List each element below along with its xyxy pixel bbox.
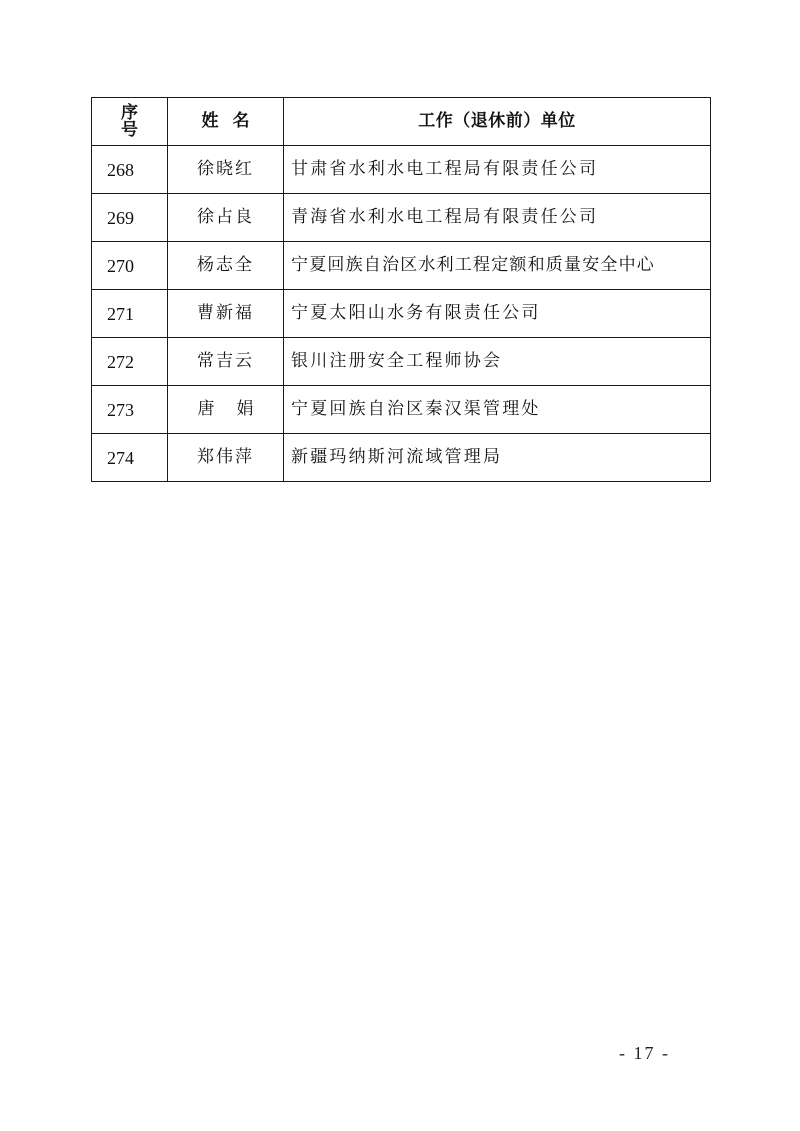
serial-number-cell: 269: [92, 194, 168, 242]
work-unit-cell: 甘肃省水利水电工程局有限责任公司: [284, 146, 711, 194]
name-cell: 唐娟: [168, 386, 284, 434]
table-row: [92, 194, 711, 242]
table-row: [92, 434, 711, 482]
serial-number-cell: 271: [92, 290, 168, 338]
work-unit-cell: 宁夏回族自治区水利工程定额和质量安全中心: [284, 242, 711, 290]
personnel-table: [91, 97, 711, 482]
serial-number-cell: 268: [92, 146, 168, 194]
work-unit-cell: 青海省水利水电工程局有限责任公司: [284, 194, 711, 242]
work-unit-cell: 新疆玛纳斯河流域管理局: [284, 434, 711, 482]
table-row: [92, 242, 711, 290]
name-cell: 常吉云: [168, 338, 284, 386]
header-work-unit: 工作（退休前）单位: [284, 98, 711, 146]
serial-number-cell: 270: [92, 242, 168, 290]
table-row: [92, 386, 711, 434]
table-row: [92, 338, 711, 386]
name-cell: 徐晓红: [168, 146, 284, 194]
name-cell: 徐占良: [168, 194, 284, 242]
table-row: [92, 290, 711, 338]
work-unit-cell: 银川注册安全工程师协会: [284, 338, 711, 386]
work-unit-cell: 宁夏回族自治区秦汉渠管理处: [284, 386, 711, 434]
name-cell: 郑伟萍: [168, 434, 284, 482]
header-serial-number: 序号: [92, 98, 168, 146]
header-name: 姓名: [168, 98, 284, 146]
page-number: - 17 -: [619, 1043, 670, 1063]
name-cell: 曹新福: [168, 290, 284, 338]
table-row: [92, 146, 711, 194]
serial-number-cell: 274: [92, 434, 168, 482]
table-header-row: [92, 98, 711, 146]
serial-number-cell: 273: [92, 386, 168, 434]
work-unit-cell: 宁夏太阳山水务有限责任公司: [284, 290, 711, 338]
name-cell: 杨志全: [168, 242, 284, 290]
serial-number-cell: 272: [92, 338, 168, 386]
